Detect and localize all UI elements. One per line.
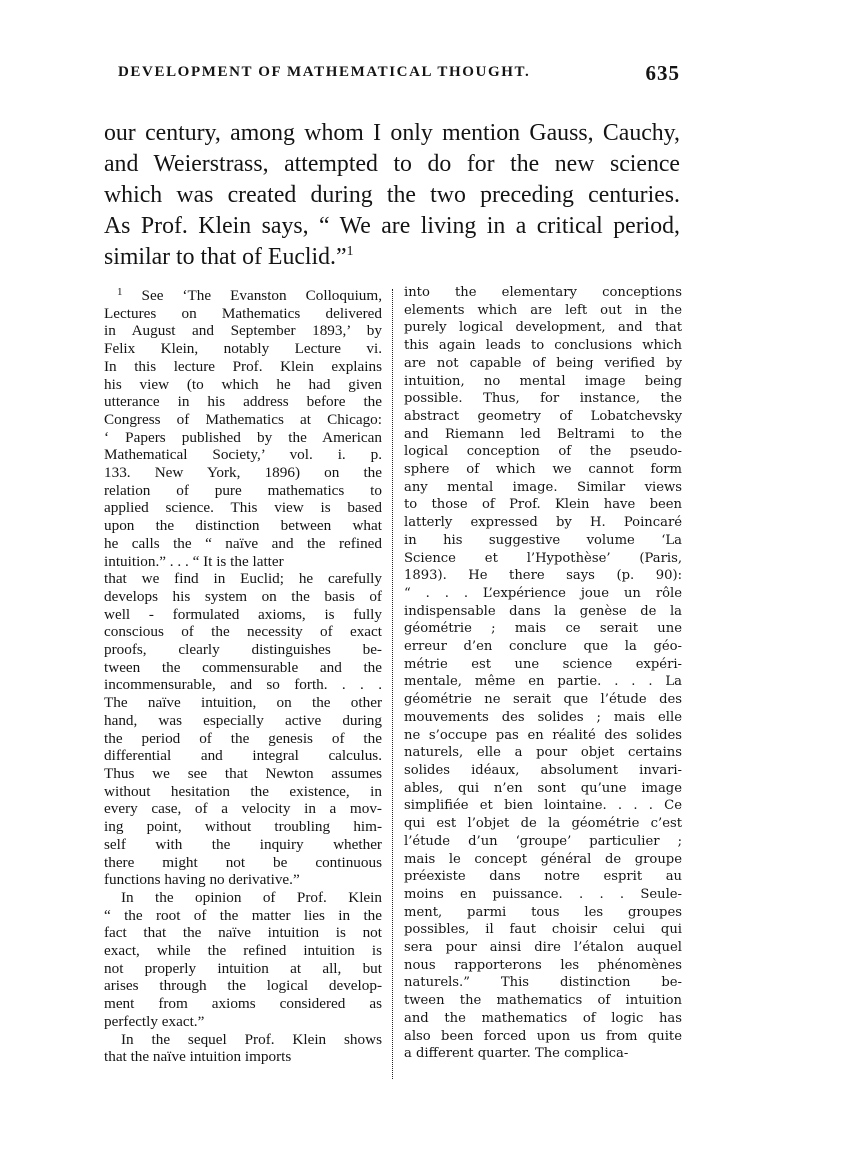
footnotes <box>104 284 680 1084</box>
footnote-line: 133. New York, 1896) on the <box>104 464 382 482</box>
column-divider <box>392 289 393 1079</box>
footnote-line: every case, of a velocity in a mov- <box>104 800 382 818</box>
footnote-line: solides idéaux, absolument invari- <box>404 762 682 778</box>
footnote-line: erreur d’en conclure que la géo- <box>404 639 682 655</box>
footnote-line: Lectures on Mathematics delivered <box>104 304 382 322</box>
footnote-line: Thus we see that Newton assumes <box>104 764 382 782</box>
main-text-line-last <box>104 242 680 273</box>
main-paragraph <box>104 118 680 273</box>
footnote-line: l’étude d’un ‘groupe’ particulier ; <box>404 833 682 849</box>
footnote-line: hand, was especially active during <box>104 711 382 729</box>
footnote-line: a different quarter. The complica- <box>404 1046 629 1062</box>
footnote-line: his view (to which he had given <box>104 375 382 393</box>
footnote-line: utterance in his address before the <box>104 393 382 411</box>
footnote-line: without hesitation the existence, in <box>104 782 382 800</box>
footnote-line: in his suggestive volume ‘La <box>404 532 682 548</box>
footnote-line: also been forced upon us from quite <box>404 1028 682 1044</box>
footnote-line: indispensable dans la genèse de la <box>404 603 682 619</box>
main-text-line: our century, among whom I only mention Gauss, Cauchy, <box>104 120 680 146</box>
footnote-line: possibles, il faut choisir celui qui <box>404 922 682 938</box>
footnote-line: this again leads to conclusions which <box>404 338 682 354</box>
footnote-line: sphere of which we cannot form <box>404 462 682 478</box>
footnote-line: naturels.” This distinction be- <box>404 975 682 991</box>
footnote-line: métrie est une science expéri- <box>404 656 682 672</box>
footnote-line: abstract geometry of Lobatchevsky <box>404 408 682 424</box>
footnote-line: Felix Klein, notably Lecture vi. <box>104 340 382 358</box>
footnote-line: intuition.” . . . “ It is the latter <box>104 552 284 570</box>
footnote-line: tween the commensurable and the <box>104 658 382 676</box>
footnote-line: In the sequel Prof. Klein shows <box>121 1030 382 1048</box>
footnote-line: into the elementary conceptions <box>404 285 682 300</box>
footnote-line: in August and September 1893,’ by <box>104 322 382 340</box>
footnote-line: Mathematical Society,’ vol. i. p. <box>104 446 382 464</box>
footnote-line: ment from axioms considered as <box>104 995 382 1013</box>
footnote-line: latterly expressed by H. Poincaré <box>404 515 682 531</box>
footnote-line: the period of the genesis of the <box>104 729 382 747</box>
footnote-line: préexiste dans notre esprit au <box>404 869 682 885</box>
footnote-line: simplifiée et bien lointaine. . . . Ce <box>404 798 682 814</box>
footnote-marker: 1 <box>117 286 123 298</box>
footnote-line: and the mathematics of logic has <box>404 1010 682 1026</box>
footnote-line: ables, qui n’en sont qu’une image <box>404 780 682 796</box>
footnote-line: exact, while the refined intuition is <box>104 942 382 960</box>
footnote-line: fact that the naïve intuition is not <box>104 924 382 942</box>
footnote-line: ne s’occupe pas en réalité des solides <box>404 727 682 743</box>
footnote-line: logical conception of the pseudo- <box>404 444 682 460</box>
footnote-line: “ . . . L’expérience joue un rôle <box>404 585 682 601</box>
footnote-line: nous rapporterons les phénomènes <box>404 957 682 973</box>
footnote-line: upon the distinction between what <box>104 517 382 535</box>
footnote-line: well - formulated axioms, is fully <box>104 605 382 623</box>
footnote-line: qui est l’objet de la géométrie c’est <box>404 816 682 832</box>
footnote-line: proofs, clearly distinguishes be- <box>104 641 382 659</box>
footnote-line: ‘ Papers published by the American <box>104 428 382 446</box>
footnote-line: sera pour ainsi dire l’étalon auquel <box>404 940 682 956</box>
footnote-line: naturels, elle a pour objet certains <box>404 745 682 761</box>
footnote-line: any mental image. Similar views <box>404 479 682 495</box>
footnote-line: purely logical development, and that <box>404 320 682 336</box>
footnote-line: differential and integral calculus. <box>104 747 382 765</box>
footnote-line: arises through the logical develop- <box>104 977 382 995</box>
main-text-line: As Prof. Klein says, “ We are living in a critical period, <box>104 213 680 239</box>
footnote-right-column <box>404 284 682 1063</box>
footnote-line: The naïve intuition, on the other <box>104 694 382 712</box>
footnote-line: that we find in Euclid; he carefully <box>104 570 382 588</box>
footnote-line: géométrie ; mais ce serait une <box>404 621 682 637</box>
footnote-line: In this lecture Prof. Klein explains <box>104 357 382 375</box>
footnote-line: to those of Prof. Klein have been <box>404 497 682 513</box>
footnote-line: elements which are left out in the <box>404 302 682 318</box>
main-text-line: similar to that of Euclid.” <box>104 244 347 270</box>
footnote-line: functions having no derivative.” <box>104 871 300 889</box>
footnote-line: perfectly exact.” <box>104 1012 205 1030</box>
footnote-line: there might not be continuous <box>104 853 382 871</box>
footnote-line: mentale, même en partie. . . . La <box>404 674 682 690</box>
footnote-line: In the opinion of Prof. Klein <box>121 888 382 906</box>
footnote-line: tween the mathematics of intuition <box>404 993 682 1009</box>
footnote-line: not properly intuition at all, but <box>104 959 382 977</box>
footnote-line: he calls the “ naïve and the refined <box>104 534 382 552</box>
footnote-line: develops his system on the basis of <box>104 587 382 605</box>
footnote-line: relation of pure mathematics to <box>104 481 382 499</box>
footnote-reference: 1 <box>346 244 354 259</box>
footnote-line: possible. Thus, for instance, the <box>404 391 682 407</box>
footnote-first-line <box>104 284 382 305</box>
footnote-line: conscious of the necessity of exact <box>104 623 382 641</box>
footnote-line: incommensurable, and so forth. . . . <box>104 676 382 694</box>
running-head: DEVELOPMENT OF MATHEMATICAL THOUGHT. <box>118 64 531 80</box>
page-header <box>118 62 680 92</box>
footnote-line: intuition, no mental image being <box>404 373 682 389</box>
footnote-line: Science et l’Hypothèse’ (Paris, <box>404 550 682 566</box>
footnote-line: 1893). He there says (p. 90): <box>404 568 682 584</box>
footnote-line: moins en puissance. . . . Seule- <box>404 886 682 902</box>
footnote-line: Congress of Mathematics at Chicago: <box>104 410 382 428</box>
footnote-line: are not capable of being verified by <box>404 355 682 371</box>
footnote-line: self with the inquiry whether <box>104 835 382 853</box>
footnote-line: ing point, without troubling him- <box>104 818 382 836</box>
footnote-left-column <box>104 284 382 1066</box>
footnote-line: mais le concept général de groupe <box>404 851 682 867</box>
footnote-line: “ the root of the matter lies in the <box>104 906 382 924</box>
main-text-line: and Weierstrass, attempted to do for the new science <box>104 151 680 177</box>
footnote-line: mouvements des solides ; mais elle <box>404 709 682 725</box>
footnote-line: géométrie ne serait que l’étude des <box>404 692 682 708</box>
footnote-line: ment, parmi tous les groupes <box>404 904 682 920</box>
footnote-line: that the naïve intuition imports <box>104 1048 292 1066</box>
footnote-line: and Riemann led Beltrami to the <box>404 426 682 442</box>
footnote-line: applied science. This view is based <box>104 499 382 517</box>
page-number: 635 <box>645 61 680 85</box>
footnote-line: See ‘The Evanston Colloquium, <box>122 287 382 304</box>
main-text-line: which was created during the two preceding centuries. <box>104 182 680 208</box>
